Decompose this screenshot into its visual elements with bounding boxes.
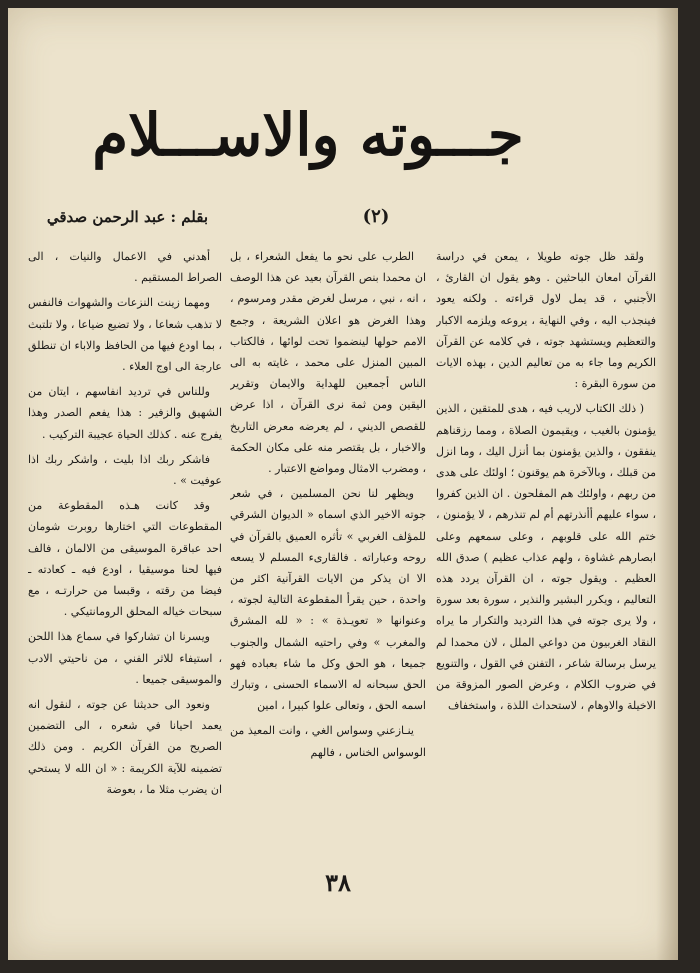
text-column-right [436, 246, 656, 831]
text-column-left [28, 246, 222, 831]
paragraph: ونعود الى حديثنا عن جوته ، لنقول انه يعمد احيانا في شعره ، الى التضمين الصريح من القرآن الكريم . ومن ذلك تضمينه للآية الكريمة : « ان الله لا يستحي ان يضرب مثلا ما ، بعوضة [28, 698, 222, 796]
paragraph: ولقد ظل جوته طويلا ، يمعن في دراسة القرآن امعان الباحثين . وهو يقول ان القارئ ، الأجنبي ، قد يمل لاول قراءته . ولكنه يعود فينجذب اليه ، وفي النهاية ، يروعه ويلزمه الاكبار والتعظيم ويستشهد جوته ، في كلامه عن القرآن الكريم وما جاء به من تعاليم الدين ، بهذه الايات من سورة البقرة : [436, 250, 656, 391]
paragraph: وللناس في ترديد انفاسهم ، ايتان من الشهيق والزفير : هذا يفعم الصدر وهذا يفرج عنه . كذلك الحياة عجيبة التركيب . [28, 385, 222, 441]
paragraph: وقد كانت هـذه المقطوعة من المقطوعات التي اختارها روبرت شومان احد عباقرة الموسيقى من الالمان ، فالف فيها لحنا موسيقيا ، اودع فيه ـ كعادته ـ فيضا من رقته ، وقبسا من حرارتـه ، مع سبحات خياله المحلق الرومانتيكي . [28, 499, 222, 619]
paragraph: الطرب على نحو ما يفعل الشعراء ، بل ان محمدا بنص القرآن بعيد عن هذا الوصف ، انه ، نبي ، مرسل لغرض مقدر ومرسوم ، وهذا الغرض هو اعلان الشريعة ، وجمع الامم حولها لينضموا تحت لوائها ، فالكتاب المبين المنزل على محمد ، غايته به الى الناس أجمعين للهداية والايمان وتقرير اليقين ومن ثمة نرى القرآن ، اذا عرض للقصص الديني ، لم يعرضه معرض التاريخ والاخبار ، بل يقتصر منه على مكان الحكمة ، ومضرب الامثال ومواضع الاعتبار . [230, 250, 426, 476]
page-number: ٣٨ [325, 868, 351, 897]
paragraph: ويسرنا ان تشاركوا في سماع هذا اللحن ، استيفاء للاثر الفني ، من ناحيتي الادب والموسيقى جميعا . [28, 630, 222, 686]
author-byline: بقلم : عبد الرحمن صدقي [46, 208, 208, 226]
paragraph: ينـازعني وسواس الغي ، وانت المعيذ من الوسواس الخناس ، فالهم [230, 724, 426, 759]
part-number: (٢) [362, 206, 390, 227]
magazine-page [8, 8, 678, 960]
paragraph: ( ذلك الكتاب لاريب فيه ، هدى للمتقين ، الذين يؤمنون بالغيب ، ويقيمون الصلاة ، ومما رزقناهم ينفقون ، والذين يؤمنون بما أنزل اليك ، وما انزل من قبلك ، وبالآخرة هم يوقنون ؛ اولئك على هدى من ربهم ، واولئك هم المفلحون . ان الذين كفروا ، سواء عليهم أأنذرتهم أم لم تنذرهم ، لا يؤمنون ، ختم الله على قلوبهم ، وعلى سمعهم وعلى ابصارهم غشاوة ، ولهم عذاب عظيم ) صدق الله العظيم . ويقول جوته ، ان القرآن يردد هذه التعاليم ، ويكرر البشير والنذير ، سورة بعد سورة ، ولا يرى جوته في هذا الترديد والتكرار ما يراه النقاد الغربيون من دواعي الملل ، لان محمدا لم يرسل برسالة شاعر ، التفنن في القول ، والتنويع في ضروب الكلام ، وعرض الصور المزوقة من الاخيلة والاوهام ، لاستحداث اللذة ، واستخفاف [436, 402, 656, 713]
paragraph: ومهما زينت النزعات والشهوات فالنفس لا تذهب شعاعا ، ولا تضيع ضياعا ، ولا تلتبث ، بما اودع فيها من الحافظ والاباء ان تنطلق عارجة الى اوج العلاء . [28, 296, 222, 374]
text-column-middle [230, 246, 426, 831]
paragraph: أهدني في الاعمال والنيات ، الى الصراط المستقيم . [28, 250, 222, 285]
article-title: جـــوته والاســـلام [92, 101, 524, 169]
paragraph: فاشكر ربك اذا بليت ، واشكر ربك اذا عوفيت » . [28, 452, 222, 488]
paragraph: ويظهر لنا نحن المسلمين ، في شعر جوته الاخير الذي اسماه « الديوان الشرقي للمؤلف الغربي » تأثره العميق بالقرآن في روحه وعباراته . فالقارىء المسلم لا يسعه الا ان يذكر من الايات القرآنية اكثر من واحدة ، حين يقرأ المقطوعة التالية لجوته ، وعنوانها « تعويـذة » : « لله المشرق والمغرب » وفي راحتيه الشمال والجنوب جميعا ، هو الحق وكل ما شاء بعباده فهو الحق سبحانه له الاسماء الحسنى ، وتبارك اسمه الحق ، وتعالى علوا كبيرا ، امين [230, 487, 426, 713]
page-edge-shadow [656, 8, 678, 960]
